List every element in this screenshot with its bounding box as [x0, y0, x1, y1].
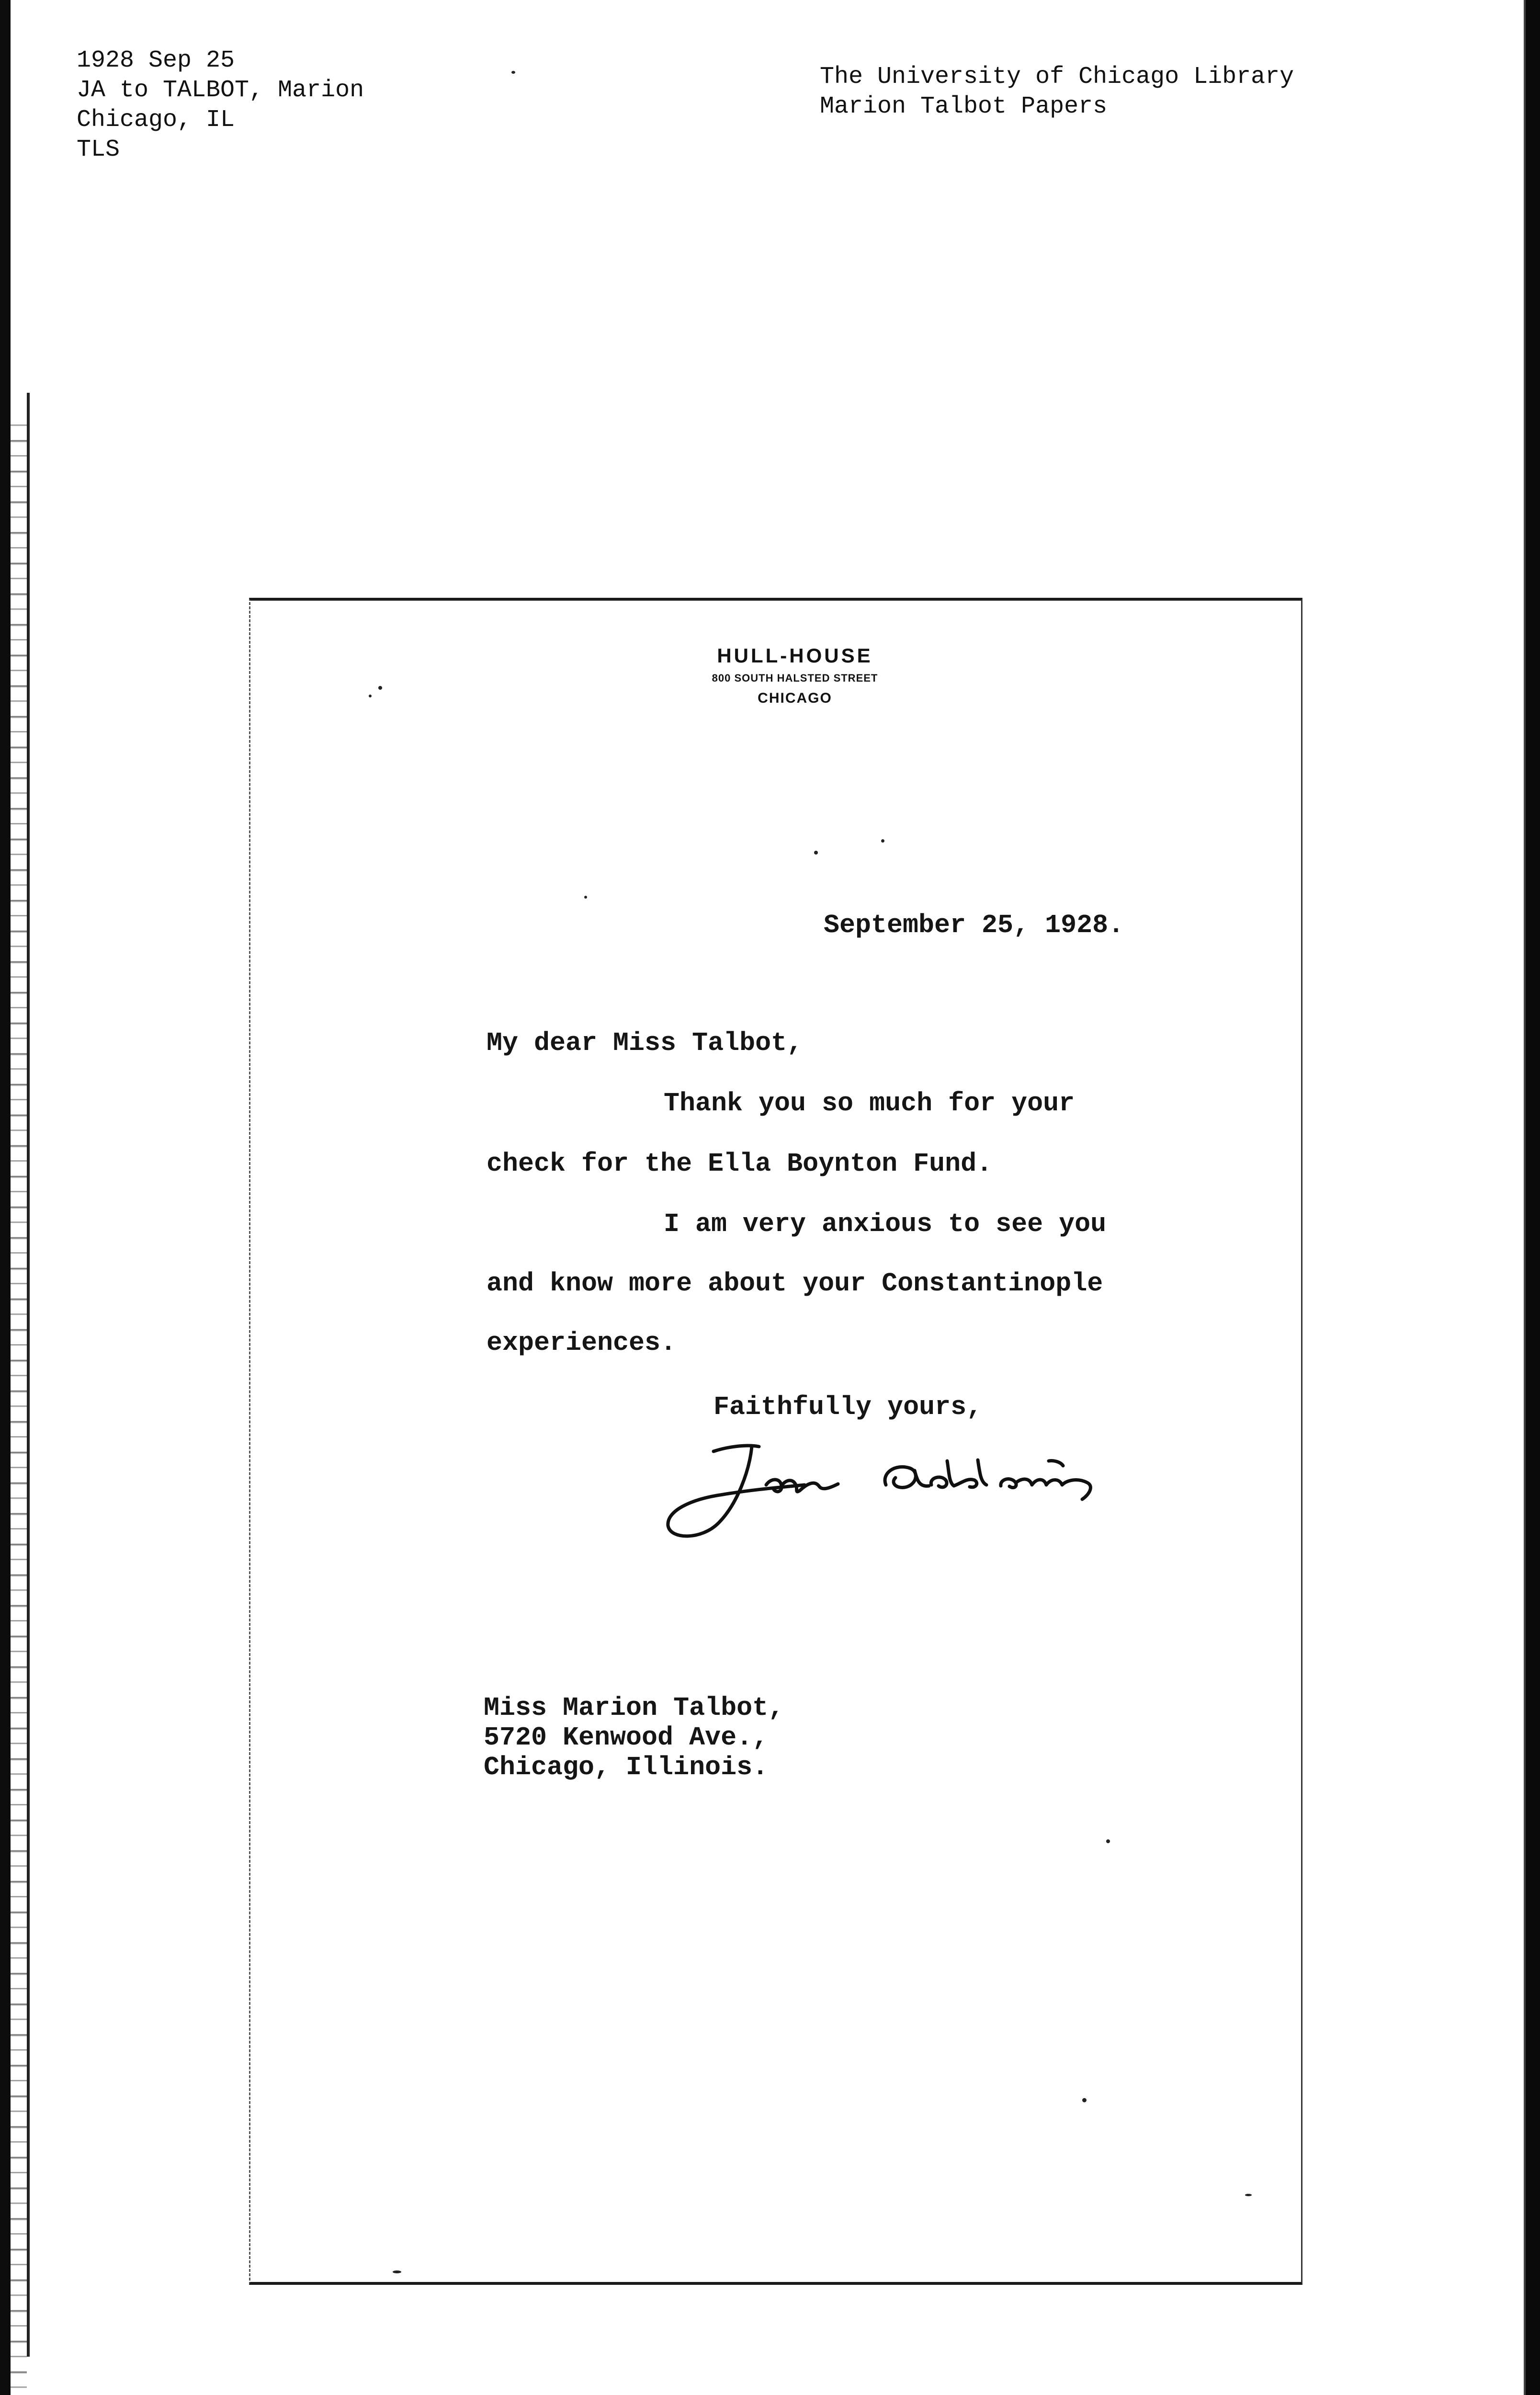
recipient-city: Chicago, Illinois. [484, 1752, 769, 1782]
scan-speck [1082, 2098, 1087, 2102]
letter-closing: Faithfully yours, [713, 1392, 983, 1422]
letter-salutation: My dear Miss Talbot, [487, 1028, 803, 1058]
catalog-format: TLS [77, 136, 120, 163]
letter-date: September 25, 1928. [824, 910, 1124, 940]
catalog-info [77, 46, 364, 165]
scan-speck [511, 71, 515, 74]
scan-speck [1106, 1839, 1110, 1843]
catalog-date: 1928 Sep 25 [77, 47, 235, 74]
letterhead-city: CHICAGO [758, 690, 832, 706]
scan-speck [369, 695, 372, 697]
scan-speck [378, 686, 382, 690]
scan-speck [584, 896, 587, 899]
letter-body-line: I am very anxious to see you [664, 1209, 1107, 1239]
handwritten-signature [656, 1432, 1212, 1547]
letter-body-line: experiences. [487, 1328, 677, 1358]
recipient-street: 5720 Kenwood Ave., [484, 1722, 769, 1753]
scan-right-edge [1526, 0, 1540, 2395]
scan-speck [393, 2270, 401, 2273]
repository-info [820, 62, 1294, 122]
letter-body-line: and know more about your Constantinople [487, 1268, 1103, 1299]
letter-body-line: Thank you so much for your [664, 1088, 1075, 1118]
scan-binding-strip [11, 412, 27, 2395]
catalog-correspondents: JA to TALBOT, Marion [77, 77, 364, 104]
scan-left-border [27, 393, 30, 2357]
scan-speck [814, 851, 818, 855]
letterhead [623, 643, 967, 709]
recipient-address [484, 1693, 784, 1782]
repository-library: The University of Chicago Library [820, 63, 1294, 91]
repository-collection: Marion Talbot Papers [820, 93, 1108, 120]
scan-speck [1245, 2194, 1252, 2196]
letterhead-address: 800 SOUTH HALSTED STREET [712, 672, 878, 684]
recipient-name: Miss Marion Talbot, [484, 1693, 784, 1723]
scan-left-edge [0, 0, 11, 2395]
letterhead-name: HULL-HOUSE [717, 644, 873, 667]
letter-body-line: check for the Ella Boynton Fund. [487, 1149, 993, 1179]
catalog-place: Chicago, IL [77, 106, 235, 134]
scan-speck [881, 839, 884, 843]
